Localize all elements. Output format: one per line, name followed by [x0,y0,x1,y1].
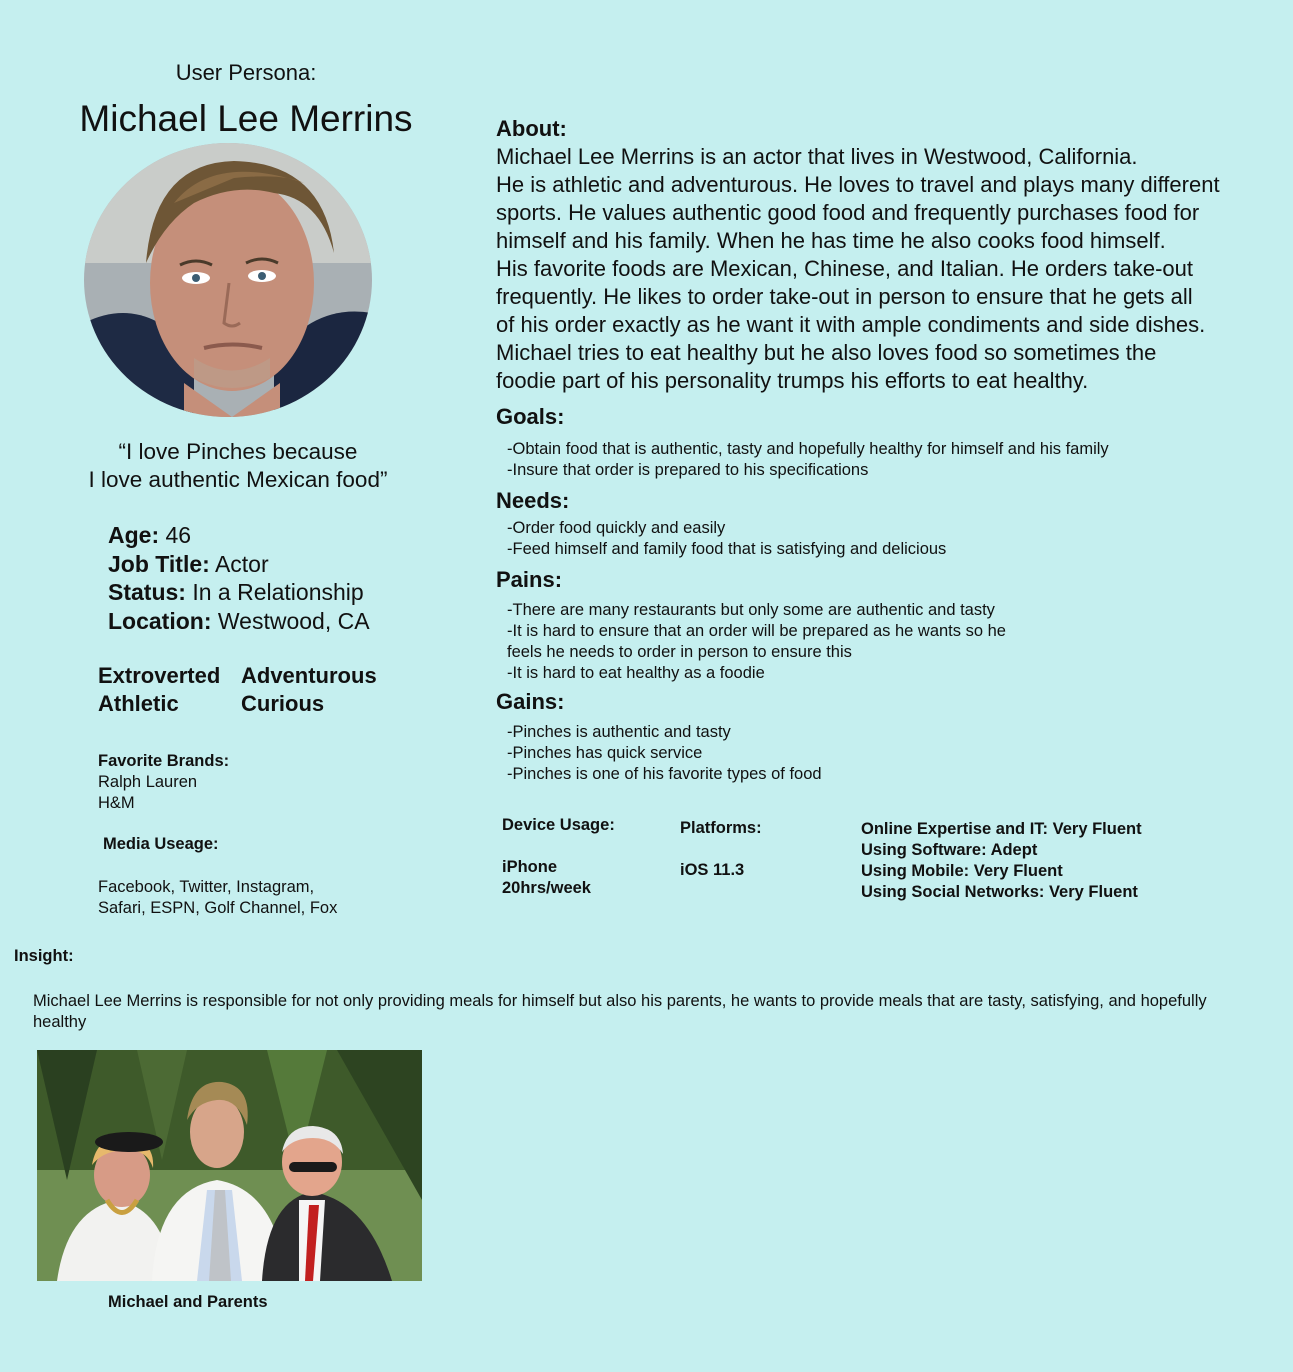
device-usage [502,815,615,899]
needs-list [507,518,946,560]
gains-heading: Gains: [496,689,565,714]
stat-job: Job Title: Actor [108,550,269,577]
platforms-value: iOS 11.3 [680,861,745,879]
trait: Adventurous [241,663,377,688]
list-item: -Pinches is authentic and tasty [507,723,731,741]
list-item: feels he needs to order in person to ensure this [507,643,852,661]
trait: Extroverted [98,663,221,688]
pains-heading: Pains: [496,567,563,592]
stat-status: Status: In a Relationship [108,579,364,605]
goals-list [507,439,1109,481]
expertise-item: Using Mobile: Very Fluent [861,862,1063,880]
persona-traits [98,662,377,718]
trait: Curious [241,691,325,716]
device-hours: 20hrs/week [502,879,591,897]
insight-text: Michael Lee Merrins is responsible for not only providing meals for himself but also his parents, he wants to provide meals that are tasty, satisfying, and hopefully healthy [33,992,1207,1031]
brand-item: H&M [98,794,135,812]
goals-heading: Goals: [496,404,565,429]
about-heading: About: [496,116,567,141]
list-item: -It is hard to eat healthy as a foodie [507,664,765,682]
persona-name: Michael Lee Merrins [79,98,413,139]
gains-list [507,722,822,785]
insight-label: Insight: [14,947,74,965]
device-name: iPhone [502,858,558,876]
persona-quote [0,438,476,494]
list-item: -Pinches is one of his favorite types of food [507,765,822,783]
brand-item: Ralph Lauren [98,773,198,791]
trait: Athletic [98,691,179,716]
brands-label: Favorite Brands: [98,752,230,770]
platforms-label: Platforms: [680,819,762,837]
persona-stats [108,521,370,635]
pains-list [507,600,1006,684]
stat-location: Location: Westwood, CA [108,607,370,634]
about-text: Michael Lee Merrins is an actor that lives in Westwood, California. He is athletic and adventurous. He loves to travel and plays many different sports. He values authentic good food and frequently purchases food for himself and his family. When he has time he also cooks food himself. His favorite foods are Mexican, Chinese, and Italian. He orders take-out frequently. He likes to order take-out in person to ensure that he gets all of his order exactly as he want it with ample condiments and side dishes. Michael tries to eat healthy but he also loves food so sometimes the foodie part of his personality trumps his efforts to eat healthy. [496,144,1220,393]
list-item: -Obtain food that is authentic, tasty and hopefully healthy for himself and his family [507,440,1109,458]
stat-age: Age: 46 [108,522,192,548]
list-item: -Order food quickly and easily [507,519,726,537]
quote-line-2: I love authentic Mexican food” [88,467,388,492]
platforms [680,818,762,881]
persona-label: User Persona: [175,60,317,85]
expertise-item: Using Software: Adept [861,841,1038,859]
list-item: -It is hard to ensure that an order will be prepared as he wants so he [507,622,1006,640]
expertise-item: Using Social Networks: Very Fluent [861,883,1138,901]
family-photo [37,1050,422,1281]
quote-line-1: “I love Pinches because [118,439,358,464]
media-label: Media Useage: [103,835,219,853]
device-label: Device Usage: [502,816,615,834]
expertise-list [861,819,1142,903]
list-item: -There are many restaurants but only some are authentic and tasty [507,601,995,619]
media-list: Facebook, Twitter, Instagram, Safari, ESPN, Golf Channel, Fox [98,878,338,917]
list-item: -Pinches has quick service [507,744,703,762]
list-item: -Insure that order is prepared to his specifications [507,461,869,479]
favorite-brands [98,751,229,814]
portrait-photo [84,143,372,417]
expertise-item: Online Expertise and IT: Very Fluent [861,820,1142,838]
list-item: -Feed himself and family food that is satisfying and delicious [507,540,947,558]
needs-heading: Needs: [496,488,570,513]
photo-caption: Michael and Parents [108,1293,268,1311]
